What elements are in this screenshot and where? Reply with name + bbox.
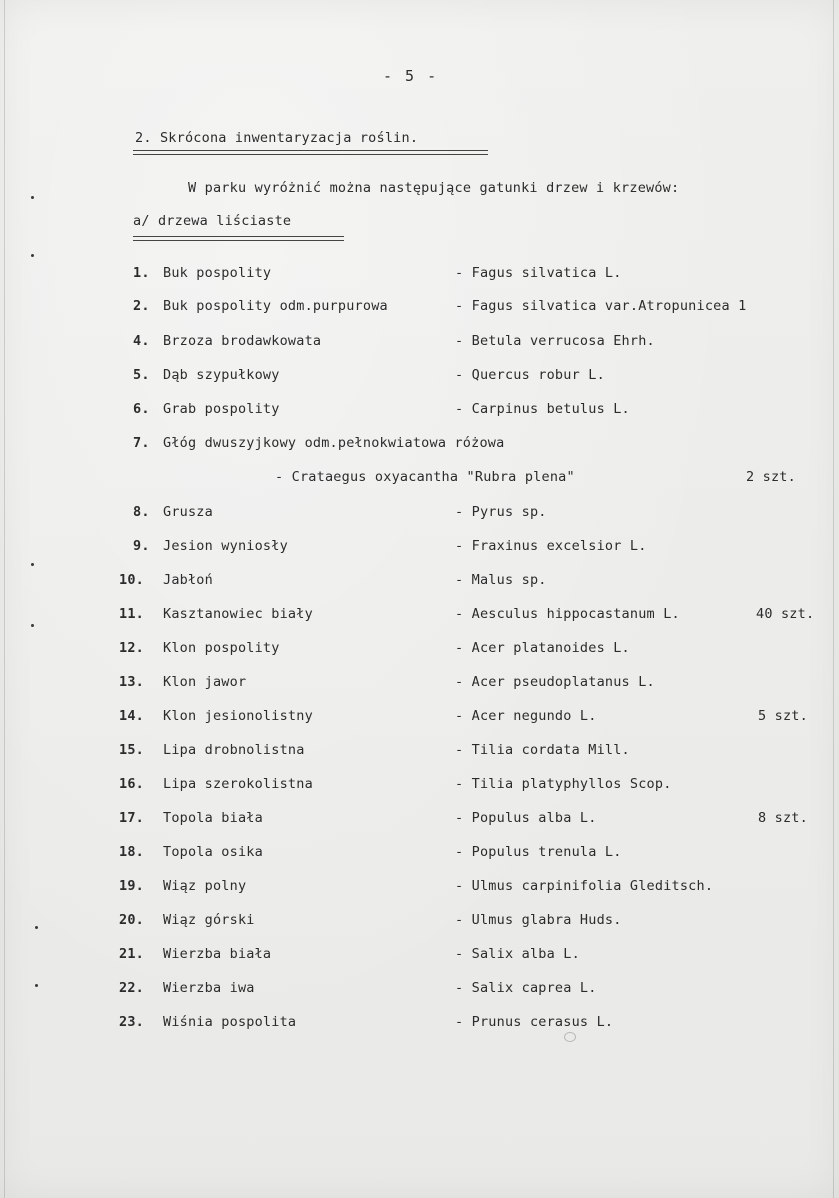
section-heading-underline [133,150,488,155]
entry-number: 12. [119,640,144,656]
entry-polish-name: Dąb szypułkowy [163,367,280,383]
entry-count: 2 szt. [746,469,796,485]
entry-number: 14. [119,708,144,724]
entry-number: 11. [119,606,144,622]
entry-number: 2. [133,298,150,314]
entry-number: 21. [119,946,144,962]
entry-number: 22. [119,980,144,996]
margin-mark [31,196,34,199]
entry-latin-name: - Pyrus sp. [455,504,547,520]
entry-polish-name: Topola biała [163,810,263,826]
entry-number: 20. [119,912,144,928]
entry-polish-name: Jesion wyniosły [163,538,288,554]
entry-latin-name: - Acer platanoides L. [455,640,630,656]
entry-count: 40 szt. [756,606,815,622]
entry-number: 16. [119,776,144,792]
entry-polish-name: Kasztanowiec biały [163,606,313,622]
entry-number: 17. [119,810,144,826]
entry-number: 13. [119,674,144,690]
entry-count: 8 szt. [758,810,808,826]
entry-number: 5. [133,367,150,383]
entry-latin-name: - Fagus silvatica var.Atropunicea 1 [455,298,747,314]
entry-polish-name: Buk pospolity [163,265,272,281]
section-heading: 2. Skrócona inwentaryzacja roślin. [135,130,419,146]
page-number: - 5 - [383,67,439,85]
entry-polish-name: Wiśnia pospolita [163,1014,297,1030]
entry-number: 9. [133,538,150,554]
entry-polish-name: Topola osika [163,844,263,860]
scan-edge-left [4,0,5,1198]
entry-latin-name: - Populus alba L. [455,810,597,826]
entry-polish-name: Grusza [163,504,213,520]
entry-number: 19. [119,878,144,894]
entry-latin-name: - Salix caprea L. [455,980,597,996]
margin-mark [35,984,38,987]
entry-polish-name: Wierzba biała [163,946,272,962]
entry-polish-name: Lipa szerokolistna [163,776,313,792]
entry-polish-name: Grab pospolity [163,401,280,417]
margin-mark [31,254,34,257]
margin-mark [31,624,34,627]
entry-polish-name: Klon jesionolistny [163,708,313,724]
entry-number: 15. [119,742,144,758]
subsection-heading-underline [133,236,344,241]
entry-number: 4. [133,333,150,349]
entry-latin-name: - Aesculus hippocastanum L. [455,606,680,622]
entry-latin-name: - Malus sp. [455,572,547,588]
entry-latin-name: - Populus trenula L. [455,844,622,860]
entry-polish-name: Klon pospolity [163,640,280,656]
intro-text: W parku wyróżnić można następujące gatunki drzew i krzewów: [188,180,680,196]
entry-latin-name: - Betula verrucosa Ehrh. [455,333,655,349]
entry-latin-name: - Acer pseudoplatanus L. [455,674,655,690]
entry-latin-name: - Tilia platyphyllos Scop. [455,776,672,792]
entry-number: 8. [133,504,150,520]
entry-latin-name: - Ulmus glabra Huds. [455,912,622,928]
entry-latin-name: - Fraxinus excelsior L. [455,538,647,554]
subsection-heading: a/ drzewa liściaste [133,213,292,229]
entry-latin-name: - Crataegus oxyacantha "Rubra plena" [275,469,575,485]
entry-latin-name: - Prunus cerasus L. [455,1014,614,1030]
entry-number: 7. [133,435,150,451]
scan-edge-right [833,0,834,1198]
entry-polish-name: Brzoza brodawkowata [163,333,322,349]
ink-mark [564,1032,576,1042]
entry-latin-name: - Fagus silvatica L. [455,265,622,281]
entry-polish-name: Buk pospolity odm.purpurowa [163,298,388,314]
entry-polish-name: Wierzba iwa [163,980,255,996]
entry-latin-name: - Quercus robur L. [455,367,605,383]
entry-polish-name: Lipa drobnolistna [163,742,305,758]
entry-latin-name: - Tilia cordata Mill. [455,742,630,758]
entry-count: 5 szt. [758,708,808,724]
entry-number: 1. [133,265,150,281]
entry-number: 23. [119,1014,144,1030]
margin-mark [35,926,38,929]
margin-mark [31,563,34,566]
entry-number: 10. [119,572,144,588]
entry-number: 18. [119,844,144,860]
entry-polish-name: Klon jawor [163,674,247,690]
entry-polish-name: Jabłoń [163,572,213,588]
entry-polish-name: Wiąz polny [163,878,247,894]
entry-number: 6. [133,401,150,417]
entry-polish-name: Wiąz górski [163,912,255,928]
entry-polish-name: Głóg dwuszyjkowy odm.pełnokwiatowa różowa [163,435,505,451]
entry-latin-name: - Salix alba L. [455,946,580,962]
entry-latin-name: - Carpinus betulus L. [455,401,630,417]
entry-latin-name: - Acer negundo L. [455,708,597,724]
entry-latin-name: - Ulmus carpinifolia Gleditsch. [455,878,714,894]
